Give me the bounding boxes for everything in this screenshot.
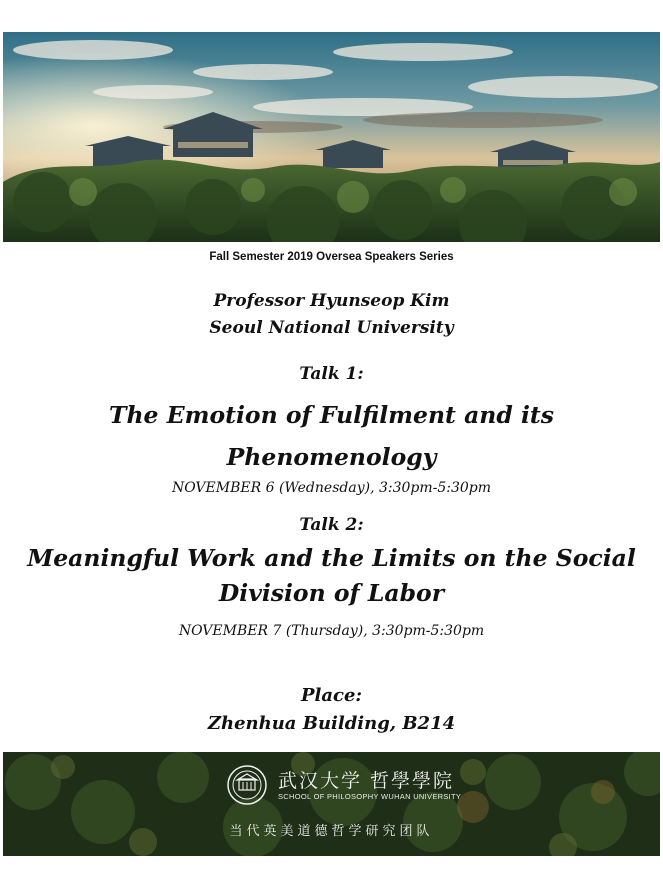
talk2-title bbox=[0, 541, 663, 611]
school-logo bbox=[226, 764, 462, 810]
header-landscape-image bbox=[3, 32, 660, 242]
talk1-title bbox=[0, 394, 663, 478]
talk2-title-line1: Meaningful Work and the Limits on the Social bbox=[27, 544, 636, 572]
place-label: Place: bbox=[300, 685, 363, 706]
logo-english-text: SCHOOL OF PHILOSOPHY WUHAN UNIVERSITY bbox=[278, 792, 462, 801]
university-seal-icon bbox=[226, 764, 268, 806]
speaker-affiliation: Seoul National University bbox=[209, 318, 454, 338]
talk1-title-line1: The Emotion of Fulfilment and its bbox=[108, 401, 555, 429]
talk1-label: Talk 1: bbox=[299, 364, 364, 384]
logo-chinese-text: 武汉大学 哲學學院 bbox=[278, 770, 455, 792]
speaker-name: Professor Hyunseop Kim bbox=[213, 291, 450, 311]
place-value: Zhenhua Building, B214 bbox=[207, 713, 456, 734]
series-title: Fall Semester 2019 Oversea Speakers Series bbox=[209, 251, 454, 263]
talk2-label: Talk 2: bbox=[299, 515, 364, 535]
talk2-title-line2: Division of Labor bbox=[218, 579, 445, 607]
speaker-block bbox=[0, 288, 663, 342]
talk1-date: NOVEMBER 6 (Wednesday), 3:30pm-5:30pm bbox=[171, 480, 492, 496]
talk2-date: NOVEMBER 7 (Thursday), 3:30pm-5:30pm bbox=[178, 623, 485, 639]
research-team-name: 当代英美道德哲学研究团队 bbox=[229, 824, 434, 839]
talk1-title-line2: Phenomenology bbox=[226, 443, 437, 471]
